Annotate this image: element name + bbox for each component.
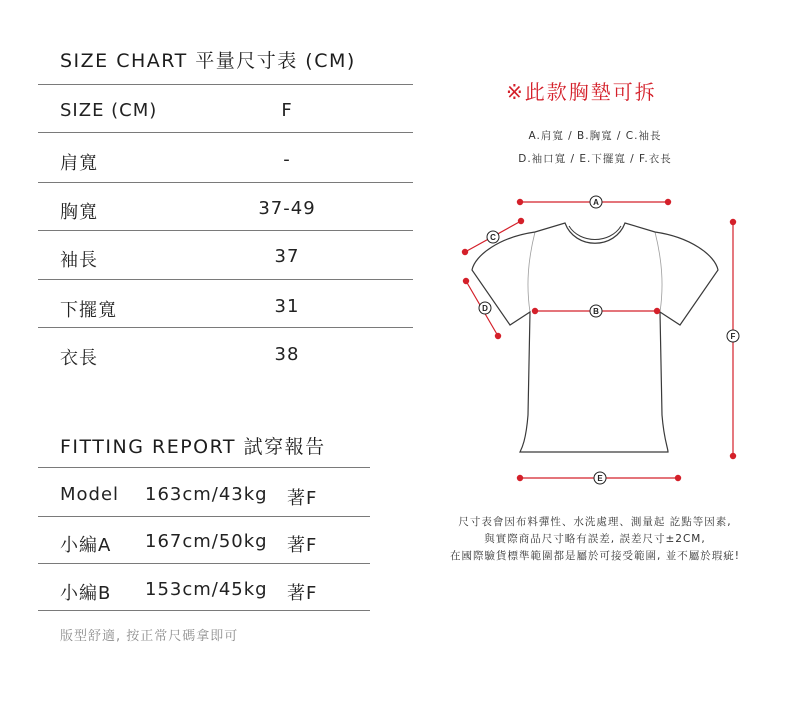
divider bbox=[38, 182, 413, 183]
divider bbox=[38, 279, 413, 280]
legend-line-2: D.袖口寬 / E.下擺寬 / F.衣長 bbox=[518, 153, 672, 165]
row-value: 37 bbox=[274, 246, 300, 267]
measure-dot bbox=[517, 475, 522, 480]
fitter-name: 小編B bbox=[60, 583, 112, 604]
fitter-stats: 163cm/43kg bbox=[145, 484, 268, 505]
fitter-size: 著F bbox=[287, 488, 318, 509]
divider bbox=[38, 132, 413, 133]
row-label: 下擺寬 bbox=[60, 300, 117, 321]
fitter-size: 著F bbox=[287, 535, 318, 556]
measure-dot bbox=[730, 219, 735, 224]
row-value: - bbox=[283, 149, 291, 170]
row-value: 31 bbox=[274, 296, 300, 317]
fitter-stats: 153cm/45kg bbox=[145, 579, 268, 600]
row-label: 衣長 bbox=[60, 348, 98, 369]
marker-d-label: D bbox=[482, 304, 488, 313]
divider bbox=[38, 84, 413, 85]
fitter-name: 小編A bbox=[60, 535, 112, 556]
marker-a-label: A bbox=[593, 198, 599, 207]
measure-dot bbox=[675, 475, 680, 480]
divider bbox=[38, 563, 370, 564]
fitting-report-title: FITTING REPORT 試穿報告 bbox=[60, 436, 326, 458]
measure-dot bbox=[665, 199, 670, 204]
measure-dot bbox=[654, 308, 659, 313]
row-label: 胸寬 bbox=[60, 202, 98, 223]
marker-c-label: C bbox=[490, 233, 496, 242]
marker-e-label: E bbox=[597, 474, 603, 483]
measure-dot bbox=[730, 453, 735, 458]
measure-dot bbox=[495, 333, 500, 338]
measure-dot bbox=[517, 199, 522, 204]
row-label: 肩寬 bbox=[60, 153, 98, 174]
row-value: 37-49 bbox=[258, 198, 316, 219]
legend-line-1: A.肩寬 / B.胸寬 / C.袖長 bbox=[528, 130, 662, 142]
fitter-name: Model bbox=[60, 484, 120, 505]
measure-dot bbox=[463, 278, 468, 283]
measure-dot bbox=[462, 249, 467, 254]
divider bbox=[38, 327, 413, 328]
tshirt-outline bbox=[472, 223, 718, 452]
disclaimer-line-3: 在國際驗貨標準範圍都是屬於可接受範圍, 並不屬於瑕疵! bbox=[450, 550, 740, 562]
disclaimer bbox=[420, 514, 770, 565]
disclaimer-line-2: 與實際商品尺寸略有誤差, 誤差尺寸±2CM, bbox=[484, 533, 706, 545]
measure-dot bbox=[518, 218, 523, 223]
divider bbox=[38, 467, 370, 468]
fit-note: 版型舒適, 按正常尺碼拿即可 bbox=[60, 629, 239, 644]
tshirt-diagram bbox=[450, 185, 750, 495]
disclaimer-line-1: 尺寸表會因布料彈性、水洗處理、測量起 訖點等因素, bbox=[458, 516, 732, 528]
fitter-stats: 167cm/50kg bbox=[145, 531, 268, 552]
removable-pad-note: ※此款胸墊可拆 bbox=[506, 80, 657, 104]
row-label: 袖長 bbox=[60, 250, 98, 271]
marker-f-label: F bbox=[730, 332, 736, 341]
fitter-size: 著F bbox=[287, 583, 318, 604]
row-value: F bbox=[281, 100, 293, 121]
divider bbox=[38, 610, 370, 611]
row-value: 38 bbox=[274, 344, 300, 365]
measure-dot bbox=[532, 308, 537, 313]
divider bbox=[38, 516, 370, 517]
divider bbox=[38, 230, 413, 231]
row-label: SIZE (CM) bbox=[60, 100, 158, 121]
marker-b-label: B bbox=[593, 307, 599, 316]
size-chart-title: SIZE CHART 平量尺寸表 (CM) bbox=[60, 50, 356, 72]
